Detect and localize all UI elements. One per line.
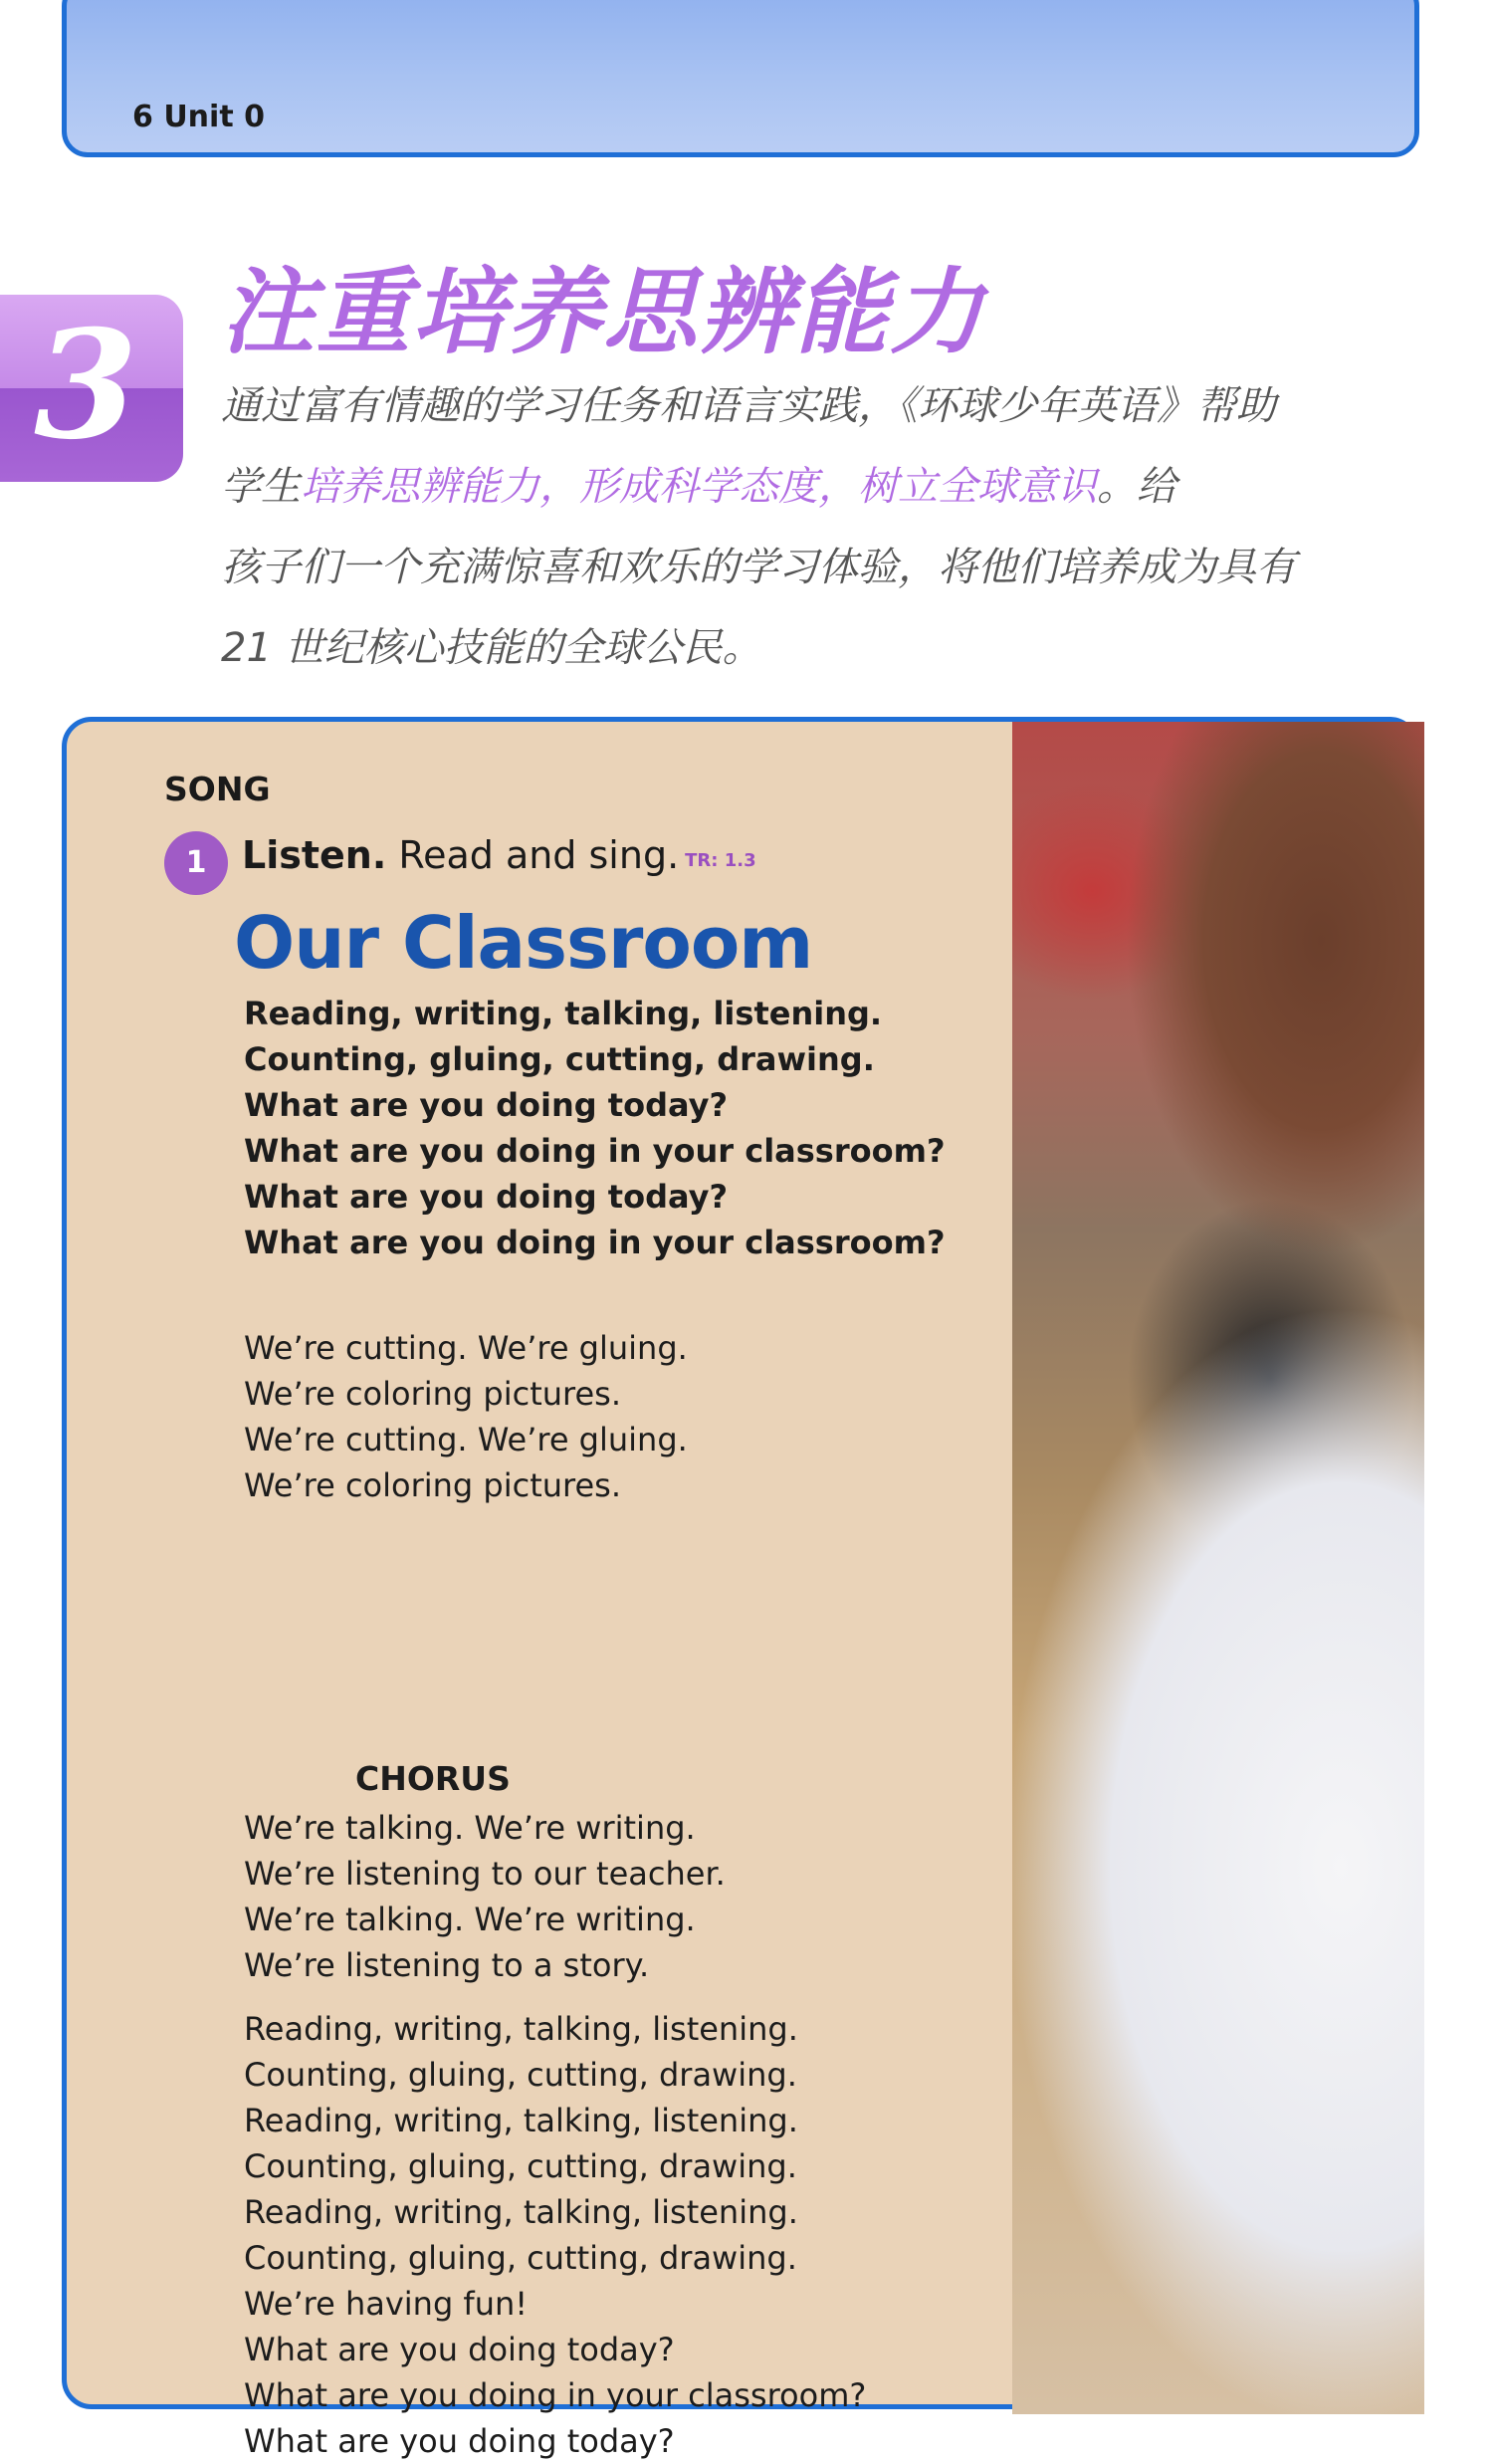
lyric-line: Reading, writing, talking, listening. bbox=[244, 995, 883, 1032]
description-text: 学生 bbox=[221, 464, 301, 510]
lyric-line: What are you doing today? bbox=[244, 2422, 675, 2460]
stanza-2 bbox=[244, 1325, 688, 1508]
lyric-line: We’re talking. We’re writing. bbox=[244, 1901, 696, 1938]
section-number: 3 bbox=[34, 298, 138, 473]
lyric-line: We’re cutting. We’re gluing. bbox=[244, 1421, 688, 1458]
lyric-line: Counting, gluing, cutting, drawing. bbox=[244, 2147, 797, 2185]
section-description bbox=[221, 366, 1415, 689]
description-line-1: 通过富有情趣的学习任务和语言实践，《环球少年英语》帮助 bbox=[221, 383, 1276, 429]
lyric-line: What are you doing today? bbox=[244, 1086, 728, 1124]
stanza-5 bbox=[244, 2327, 866, 2464]
classroom-photo bbox=[1012, 722, 1424, 2414]
lyric-line: What are you doing today? bbox=[244, 2331, 675, 2368]
step-number-badge: 1 bbox=[164, 831, 228, 895]
lyric-line: What are you doing in your classroom? bbox=[244, 1132, 946, 1170]
lyric-line: We’re cutting. We’re gluing. bbox=[244, 1329, 688, 1367]
song-heading: SONG bbox=[164, 770, 271, 808]
stanza-3 bbox=[244, 1805, 726, 1988]
lyric-line: Reading, writing, talking, listening. bbox=[244, 2102, 798, 2139]
lyric-line: What are you doing in your classroom? bbox=[244, 2376, 867, 2414]
lyric-line: Counting, gluing, cutting, drawing. bbox=[244, 2239, 797, 2277]
section-title: 注重培养思辨能力 bbox=[221, 259, 986, 367]
description-text: 。给 bbox=[1097, 464, 1176, 510]
description-line-3: 孩子们一个充满惊喜和欢乐的学习体验，将他们培养成为具有 bbox=[221, 545, 1296, 590]
lyric-line: We’re listening to our teacher. bbox=[244, 1855, 726, 1893]
stanza-4 bbox=[244, 2006, 798, 2327]
lyric-line: We’re talking. We’re writing. bbox=[244, 1809, 696, 1847]
lyric-line: Reading, writing, talking, listening. bbox=[244, 2193, 798, 2231]
track-number: TR: 1.3 bbox=[685, 850, 756, 871]
lyric-line: Reading, writing, talking, listening. bbox=[244, 2010, 798, 2048]
page-label: 6 Unit 0 bbox=[132, 100, 265, 134]
instruction-text: Read and sing. bbox=[386, 833, 680, 877]
description-line-4: 21 世纪核心技能的全球公民。 bbox=[221, 625, 762, 671]
song-title: Our Classroom bbox=[234, 901, 813, 985]
lyric-line: What are you doing today? bbox=[244, 1178, 728, 1216]
lyric-line: Counting, gluing, cutting, drawing. bbox=[244, 2056, 797, 2094]
lyric-line: We’re coloring pictures. bbox=[244, 1375, 621, 1413]
lyric-line: We’re listening to a story. bbox=[244, 1946, 650, 1984]
lyric-line: We’re coloring pictures. bbox=[244, 1466, 621, 1504]
unit-header-banner bbox=[62, 0, 1419, 157]
lyric-line: What are you doing in your classroom? bbox=[244, 1224, 946, 1261]
instruction-bold: Listen. bbox=[242, 833, 387, 877]
description-highlight: 培养思辨能力，形成科学态度，树立全球意识 bbox=[301, 464, 1097, 510]
section-number-badge bbox=[0, 295, 183, 482]
description-line-2 bbox=[221, 447, 1415, 528]
stanza-1 bbox=[244, 991, 946, 1265]
song-card bbox=[62, 717, 1419, 2460]
instruction bbox=[242, 833, 756, 877]
chorus-label: CHORUS bbox=[355, 1759, 511, 1798]
lyric-line: Counting, gluing, cutting, drawing. bbox=[244, 1040, 875, 1078]
lyric-line: We’re having fun! bbox=[244, 2285, 529, 2323]
